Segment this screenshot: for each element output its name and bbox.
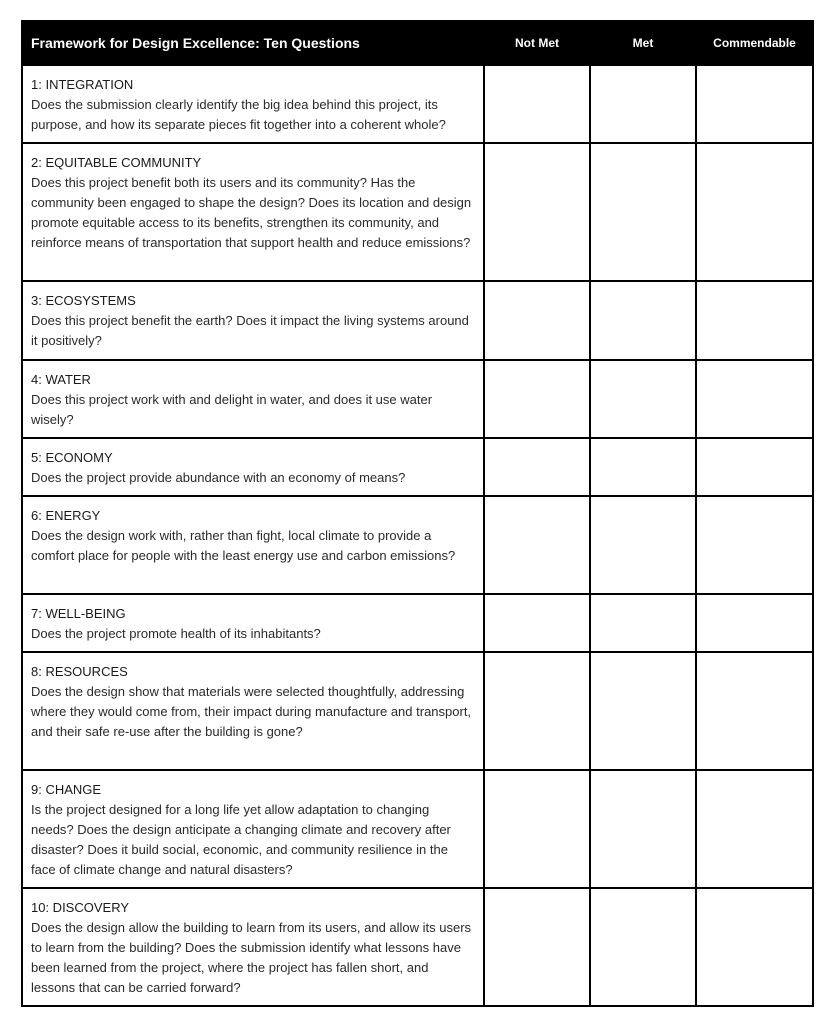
design-excellence-rubric-table	[21, 20, 814, 1007]
question-cell	[22, 65, 484, 143]
commendable-checkbox-cell[interactable]	[696, 888, 813, 1006]
met-checkbox-cell[interactable]	[590, 594, 696, 652]
question-text: Does the design work with, rather than fight, local climate to provide a comfort place for people with the least energy use and carbon emissions?	[31, 528, 456, 563]
question-text: Does this project benefit both its users and its community? Has the community been engaged to shape the design? Does its location and design promote equitable access to its benefits, strengthen its community, and reinforce means of transportation that support health and reduce emissions?	[31, 175, 472, 250]
question-cell	[22, 594, 484, 652]
question-text: Is the project designed for a long life yet allow adaptation to changing needs? Does the design anticipate a changing climate and recovery after disaster? Does it build social, economic, and community resilience in the face of climate change and natural disasters?	[31, 802, 451, 877]
table-header-row	[22, 21, 813, 65]
question-cell	[22, 888, 484, 1006]
table-row	[22, 496, 813, 594]
question-text: Does this project work with and delight in water, and does it use water wisely?	[31, 392, 433, 427]
met-checkbox-cell[interactable]	[590, 888, 696, 1006]
commendable-checkbox-cell[interactable]	[696, 438, 813, 496]
table-title: Framework for Design Excellence: Ten Questions	[31, 35, 360, 51]
commendable-checkbox-cell[interactable]	[696, 65, 813, 143]
question-heading: 2: EQUITABLE COMMUNITY	[31, 155, 202, 170]
table-row	[22, 438, 813, 496]
table-title-header	[22, 21, 484, 65]
commendable-checkbox-cell[interactable]	[696, 360, 813, 438]
commendable-checkbox-cell[interactable]	[696, 143, 813, 281]
met-checkbox-cell[interactable]	[590, 65, 696, 143]
question-heading: 6: ENERGY	[31, 508, 101, 523]
met-checkbox-cell[interactable]	[590, 360, 696, 438]
question-heading: 9: CHANGE	[31, 782, 102, 797]
question-heading: 8: RESOURCES	[31, 664, 128, 679]
not-met-checkbox-cell[interactable]	[484, 770, 590, 888]
question-heading: 5: ECONOMY	[31, 450, 113, 465]
question-cell	[22, 770, 484, 888]
commendable-checkbox-cell[interactable]	[696, 594, 813, 652]
question-cell	[22, 496, 484, 594]
question-text: Does the design show that materials were selected thoughtfully, addressing where they would come from, their impact during manufacture and transport, and their safe re-use after the building is gone?	[31, 684, 472, 739]
question-text: Does the submission clearly identify the big idea behind this project, its purpose, and how its separate pieces fit together into a coherent whole?	[31, 97, 446, 132]
table-row	[22, 360, 813, 438]
met-checkbox-cell[interactable]	[590, 770, 696, 888]
table-row	[22, 652, 813, 770]
met-checkbox-cell[interactable]	[590, 438, 696, 496]
column-header-commendable: Commendable	[696, 21, 813, 65]
not-met-checkbox-cell[interactable]	[484, 143, 590, 281]
met-checkbox-cell[interactable]	[590, 652, 696, 770]
commendable-checkbox-cell[interactable]	[696, 281, 813, 360]
column-header-not-met: Not Met	[484, 21, 590, 65]
question-cell	[22, 143, 484, 281]
question-heading: 4: WATER	[31, 372, 91, 387]
not-met-checkbox-cell[interactable]	[484, 360, 590, 438]
question-cell	[22, 281, 484, 360]
question-cell	[22, 360, 484, 438]
question-heading: 7: WELL-BEING	[31, 606, 126, 621]
table-row	[22, 143, 813, 281]
question-cell	[22, 438, 484, 496]
not-met-checkbox-cell[interactable]	[484, 496, 590, 594]
question-text: Does the project promote health of its inhabitants?	[31, 626, 321, 641]
question-text: Does the design allow the building to learn from its users, and allow its users to learn from the building? Does the submission identify what lessons have been learned from the project, where the project has fallen short, and lessons that can be carried forward?	[31, 920, 472, 995]
not-met-checkbox-cell[interactable]	[484, 65, 590, 143]
not-met-checkbox-cell[interactable]	[484, 594, 590, 652]
question-text: Does the project provide abundance with an economy of means?	[31, 470, 406, 485]
met-checkbox-cell[interactable]	[590, 281, 696, 360]
question-heading: 1: INTEGRATION	[31, 77, 134, 92]
question-heading: 10: DISCOVERY	[31, 900, 130, 915]
question-heading: 3: ECOSYSTEMS	[31, 293, 136, 308]
commendable-checkbox-cell[interactable]	[696, 496, 813, 594]
table-row	[22, 594, 813, 652]
question-text: Does this project benefit the earth? Does it impact the living systems around it positively?	[31, 313, 469, 348]
not-met-checkbox-cell[interactable]	[484, 281, 590, 360]
met-checkbox-cell[interactable]	[590, 496, 696, 594]
question-cell	[22, 652, 484, 770]
not-met-checkbox-cell[interactable]	[484, 888, 590, 1006]
not-met-checkbox-cell[interactable]	[484, 652, 590, 770]
table-row	[22, 770, 813, 888]
commendable-checkbox-cell[interactable]	[696, 652, 813, 770]
not-met-checkbox-cell[interactable]	[484, 438, 590, 496]
table-row	[22, 888, 813, 1006]
commendable-checkbox-cell[interactable]	[696, 770, 813, 888]
met-checkbox-cell[interactable]	[590, 143, 696, 281]
table-row	[22, 65, 813, 143]
column-header-met: Met	[590, 21, 696, 65]
table-row	[22, 281, 813, 360]
